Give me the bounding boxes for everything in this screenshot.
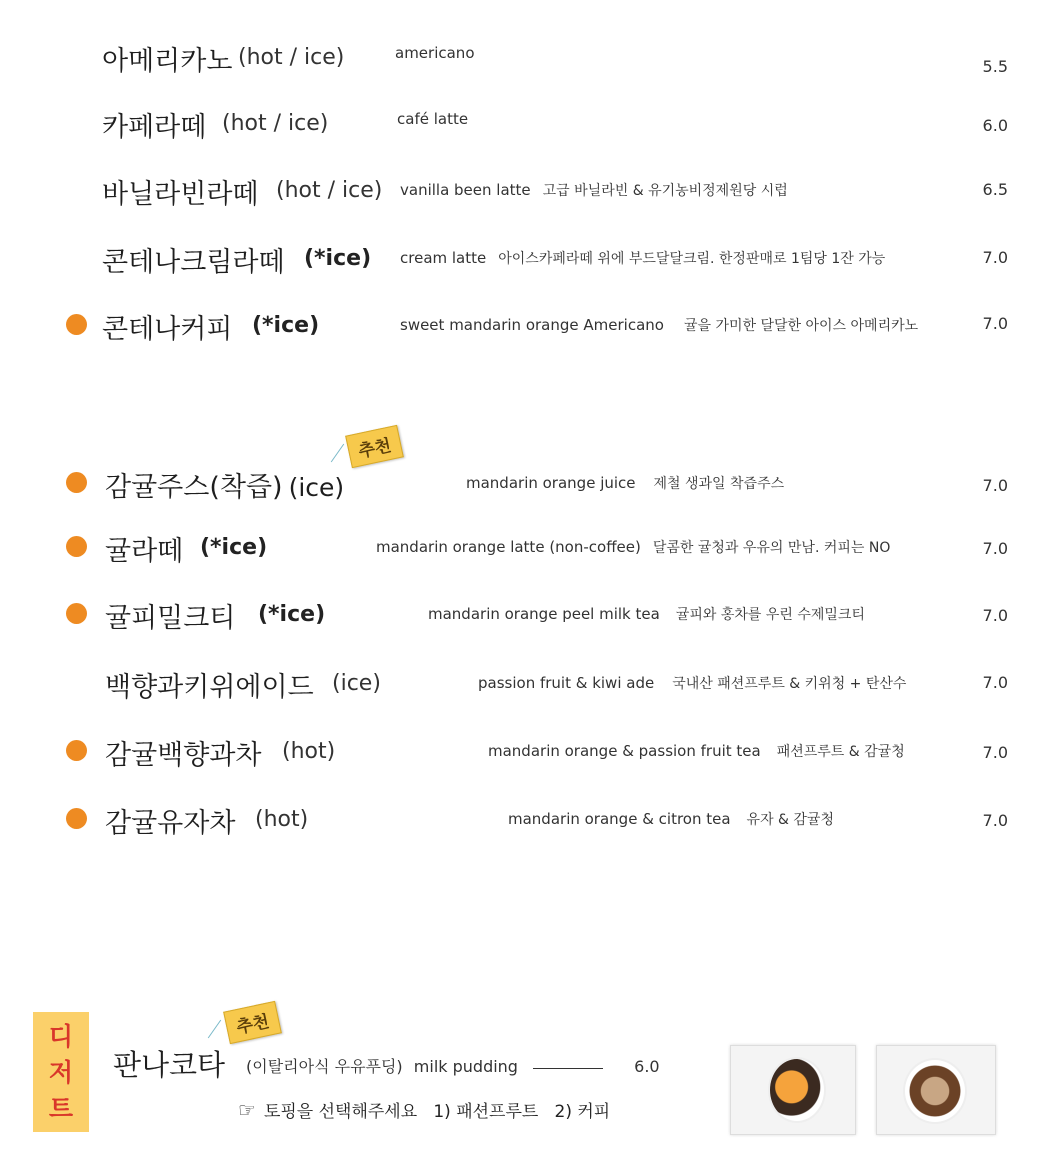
item-korean-desc: 아이스카페라떼 위에 부드달달크림. 한정판매로 1팀당 1잔 가능 [498,251,886,267]
recommend-badge: 추천 [223,1001,282,1044]
item-name: 콘테나커피 [102,314,233,345]
topping-text: 토핑을 선택해주세요 1) 패션프루트 2) 커피 [263,1102,611,1122]
dessert-section-label [33,1012,89,1132]
menu-item-americano [0,37,1038,77]
item-english-text: mandarin orange & citron tea [508,810,731,828]
item-tag: (*ice) [304,246,372,271]
dessert-label-char: 디 [48,1021,74,1051]
item-korean-desc: 고급 바닐라빈 & 유기농비정제원당 시럽 [542,183,788,199]
menu-item-cafe-latte [0,103,1038,143]
item-english-text: vanilla been latte [400,181,531,199]
orange-dot-icon [66,740,87,761]
dessert-price: 6.0 [634,1057,660,1076]
item-price: 7.0 [982,673,1008,692]
item-english [466,473,784,493]
topping-instruction [238,1097,610,1122]
dessert-name: 판나코타 [113,1048,226,1082]
item-name: 감귤유자차 [105,808,236,839]
dessert-label-char: 저 [48,1057,74,1087]
item-tag: (hot / ice) [222,111,329,136]
item-tag: (*ice) [258,602,326,627]
item-tag: (*ice) [252,313,320,338]
item-price: 7.0 [982,539,1008,558]
item-korean-desc: 패션프루트 & 감귤청 [776,744,905,760]
item-english [488,741,905,761]
item-korean-desc: 제철 생과일 착즙주스 [653,476,785,492]
recommend-badge: 추천 [345,425,404,468]
item-english [376,537,890,557]
item-english [400,180,788,200]
item-tag: (*ice) [200,535,268,560]
recommend-pointer-line [331,444,344,463]
dessert-label-char: 트 [48,1093,74,1123]
orange-dot-icon [66,314,87,335]
item-price: 6.5 [982,180,1008,199]
pudding-cup-image [903,1058,967,1124]
item-name: 콘테나크림라떼 [102,247,285,278]
item-korean-desc: 국내산 패션프루트 & 키위청 + 탄산수 [672,676,907,692]
item-english-text: passion fruit & kiwi ade [478,674,655,692]
pointing-hand-icon: ☞ [238,1098,256,1122]
item-english [478,673,906,693]
menu-item-peel-milk-tea [0,594,1038,634]
item-price: 7.0 [982,743,1008,762]
item-english-text: cream latte [400,249,487,267]
item-english-text: mandarin orange & passion fruit tea [488,742,761,760]
menu-item-passion-kiwi-ade [0,663,1038,703]
item-price: 7.0 [982,476,1008,495]
item-price: 7.0 [982,314,1008,333]
item-tag: (ice) [288,473,345,502]
dessert-desc-korean: (이탈리아식 우유푸딩) [246,1057,403,1076]
menu-item-mandarin-passion-tea [0,731,1038,771]
item-name-text: 감귤주스(착즙) [105,472,283,503]
item-name: 귤라떼 [105,536,184,567]
item-english [508,809,834,829]
dessert-photo-coffee [876,1045,996,1135]
item-tag: (hot / ice) [276,178,383,203]
orange-dot-icon [66,603,87,624]
pudding-cup-image [768,1057,826,1123]
orange-dot-icon [66,536,87,557]
dessert-photo-passionfruit [730,1045,856,1135]
item-korean-desc: 유자 & 감귤청 [746,812,834,828]
item-price: 7.0 [982,248,1008,267]
item-name: 바닐라빈라떼 [102,179,259,210]
item-tag: (ice) [332,671,381,696]
menu-item-mandarin-juice [0,463,1038,503]
orange-dot-icon [66,472,87,493]
item-price: 6.0 [982,116,1008,135]
item-price: 7.0 [982,811,1008,830]
price-leader-line [533,1068,603,1069]
item-name [105,465,344,504]
item-english-text: sweet mandarin orange Americano [400,316,664,334]
item-name: 아메리카노 [102,46,233,77]
item-english-text: mandarin orange latte (non-coffee) [376,538,641,556]
item-korean-desc: 귤피와 홍차를 우린 수제밀크티 [675,607,865,623]
item-korean-desc: 귤을 가미한 달달한 아이스 아메리카노 [683,318,919,334]
item-name: 카페라떼 [102,112,207,143]
item-tag: (hot) [282,739,336,764]
dessert-desc-english: milk pudding [413,1057,518,1076]
menu-item-mandarin-latte [0,527,1038,567]
orange-dot-icon [66,808,87,829]
item-english [400,315,918,335]
item-korean-desc: 달콤한 귤청과 우유의 만남. 커피는 NO [652,540,891,556]
item-english [400,248,885,268]
menu-item-mandarin-citron-tea [0,799,1038,839]
menu-item-contena-coffee [0,305,1038,345]
item-tag: (hot) [255,807,309,832]
item-name: 감귤백향과차 [105,740,262,771]
menu-item-vanilla-bean-latte [0,170,1038,210]
item-english-text: mandarin orange peel milk tea [428,605,660,623]
item-name: 백향과키위에이드 [105,672,314,703]
recommend-pointer-line [208,1020,221,1039]
item-english: americano [395,44,475,62]
item-english-text: mandarin orange juice [466,474,636,492]
item-english [428,604,865,624]
item-name: 귤피밀크티 [105,603,236,634]
menu-item-cream-latte [0,238,1038,278]
dessert-description [246,1054,660,1077]
item-price: 7.0 [982,606,1008,625]
item-tag: (hot / ice) [238,45,345,70]
item-price: 5.5 [982,57,1008,76]
item-english: café latte [397,110,469,128]
